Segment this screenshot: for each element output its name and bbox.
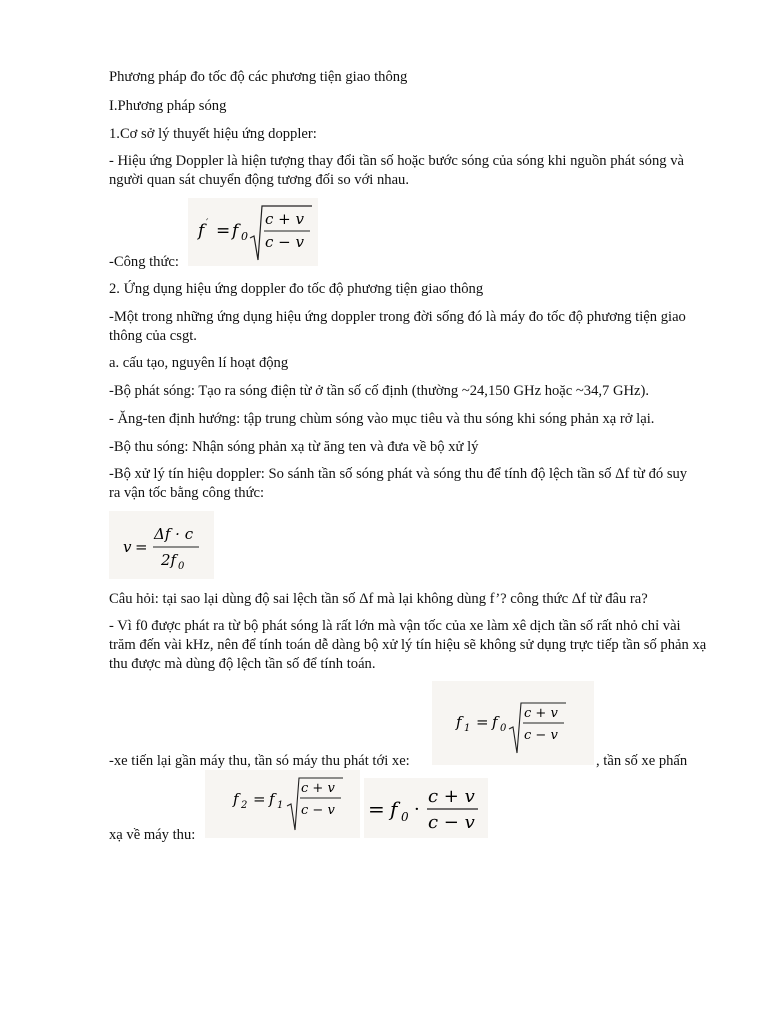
svg-text:0: 0	[401, 810, 409, 824]
svg-text:=: =	[216, 221, 231, 241]
svg-text:v: v	[123, 538, 132, 556]
svg-text:2f: 2f	[161, 551, 177, 569]
list-item-transmitter: -Bộ phát sóng: Tạo ra sóng điện từ ở tần số cố định (thường ~24,150 GHz hoặc ~34,7 GHz).	[109, 383, 650, 399]
svg-text:f: f	[233, 790, 239, 808]
svg-text:f: f	[492, 713, 498, 731]
f2-line-prefix: xạ về máy thu:	[109, 827, 196, 843]
f1-line-prefix: -xe tiến lại gần máy thu, tần só máy thu phát tới xe:	[109, 753, 410, 769]
question-text: Câu hỏi: tại sao lại dùng độ sai lệch tần số Δf mà lại không dùng f’? công thức Δf từ đâu ra?	[109, 591, 648, 607]
svg-text:f: f	[390, 797, 398, 821]
svg-text:=: =	[135, 538, 148, 556]
section-heading: I.Phương pháp sóng	[109, 98, 227, 114]
svg-text:=: =	[368, 797, 385, 821]
svg-text:c + v: c + v	[428, 786, 475, 807]
answer-text: - Vì f0 được phát ra từ bộ phát sóng là rất lớn mà vận tốc của xe làm xê dịch tần số rất nhỏ chỉ vài trăm đến vài kHz, nên để tính toán dễ dàng bộ xử lý tín hiệu sẽ không sử dụng trực tiếp tần số phản xạ thu được mà dùng độ lệch tần số để tính toán.	[109, 618, 707, 672]
svg-text:=: =	[253, 790, 266, 808]
svg-text:f: f	[232, 221, 239, 241]
svg-text:Δf · c: Δf · c	[154, 525, 194, 543]
svg-text:f: f	[269, 790, 275, 808]
paragraph-doppler-definition: - Hiệu ứng Doppler là hiện tượng thay đổi tần số hoặc bước sóng của sóng khi nguồn phát sóng và người quan sát chuyển động tương đối so với nhau.	[109, 153, 684, 188]
subsection-heading: 1.Cơ sở lý thuyết hiệu ứng doppler:	[109, 126, 317, 142]
svg-text:=: =	[476, 713, 489, 731]
svg-text:0: 0	[241, 230, 248, 243]
formula-label: -Công thức:	[109, 254, 179, 270]
f1-line-suffix: , tần số xe phấn	[596, 753, 688, 769]
subsection-heading-2a: a. cấu tạo, nguyên lí hoạt động	[109, 355, 289, 371]
svg-text:c + v: c + v	[524, 706, 558, 721]
svg-text:f: f	[456, 713, 462, 731]
f2-simplified-formula	[364, 778, 488, 838]
paragraph-application: -Một trong những ứng dụng hiệu ứng doppler trong đời sống đó là máy đo tốc độ phương tiện giao thông của csgt.	[109, 309, 686, 344]
svg-text:c − v: c − v	[428, 812, 475, 833]
subsection-heading-2: 2. Ứng dụng hiệu ứng doppler đo tốc độ phương tiện giao thông	[109, 281, 484, 297]
svg-text:c + v: c + v	[301, 781, 335, 796]
velocity-formula	[109, 511, 214, 579]
svg-text:0: 0	[500, 723, 507, 734]
svg-text:′: ′	[206, 218, 209, 229]
svg-text:c − v: c − v	[265, 233, 304, 251]
list-item-processor: -Bộ xử lý tín hiệu doppler: So sánh tần số sóng phát và sóng thu để tính độ lệch tần số Δf từ đó suy ra vận tốc bằng công thức:	[109, 466, 688, 501]
svg-text:·: ·	[414, 799, 420, 820]
svg-text:c − v: c − v	[524, 728, 558, 743]
svg-text:f: f	[198, 221, 205, 241]
svg-text:2: 2	[241, 800, 248, 811]
list-item-receiver: -Bộ thu sóng: Nhận sóng phản xạ từ ăng ten và đưa về bộ xử lý	[109, 439, 479, 455]
svg-text:c + v: c + v	[265, 210, 304, 228]
f1-formula	[432, 681, 594, 765]
list-item-antenna: - Ăng-ten định hướng: tập trung chùm sóng vào mục tiêu và thu sóng khi sóng phản xạ rở lại.	[109, 411, 655, 427]
document-title: Phương pháp đo tốc độ các phương tiện giao thông	[109, 69, 408, 85]
f2-formula	[205, 770, 360, 838]
svg-text:1: 1	[464, 723, 471, 734]
svg-text:0: 0	[178, 561, 185, 572]
svg-text:c − v: c − v	[301, 803, 335, 818]
svg-text:1: 1	[277, 800, 284, 811]
